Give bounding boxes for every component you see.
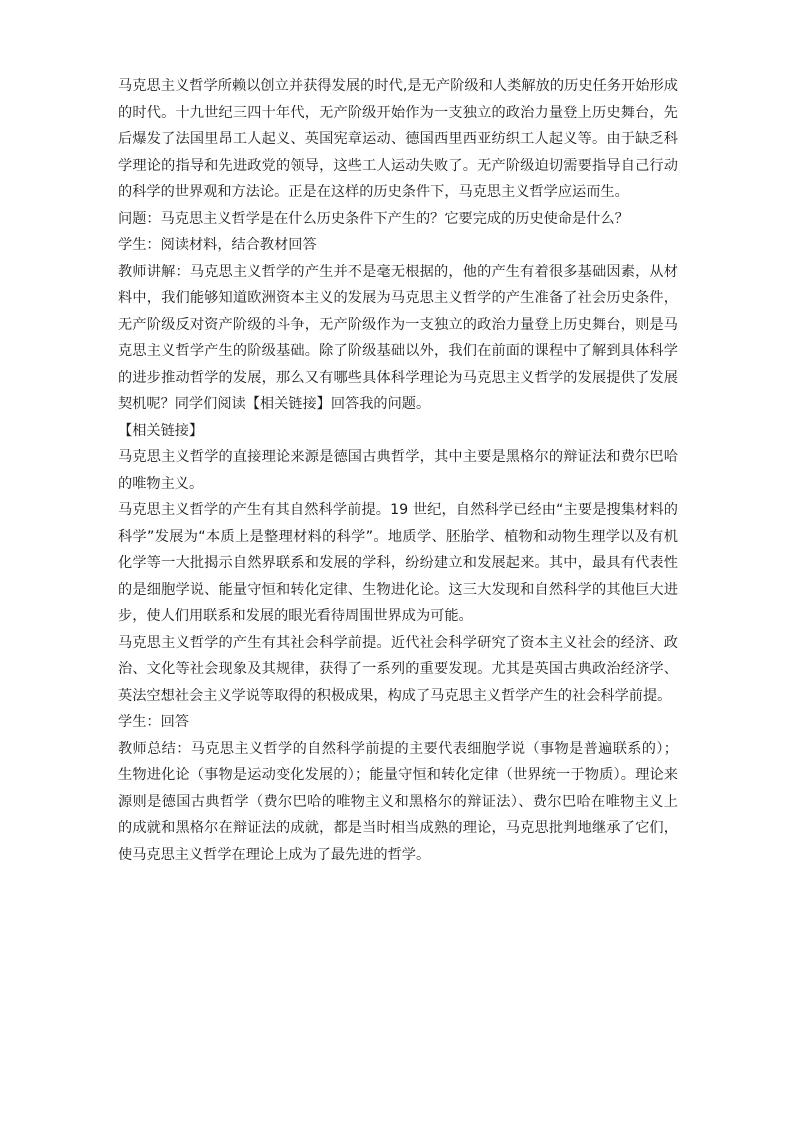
paragraph-social-science: 马克思主义哲学的产生有其社会科学前提。近代社会科学研究了资本主义社会的经济、政治、文化等社会现象及其规律，获得了一系列的重要发现。尤其是英国古典政治经济学、英法空想社会主义学说等取得的积极成果，构成了马克思主义哲学产生的社会科学前提。 — [118, 634, 678, 704]
paragraph-student-reading: 学生：阅读材料，结合教材回答 — [118, 237, 317, 253]
document-body — [118, 73, 678, 868]
paragraph-natural-science: 马克思主义哲学的产生有其自然科学前提。19 世纪，自然科学已经由“主要是搜集材料的科学”发展为“本质上是整理材料的科学”。地质学、胚胎学、植物和动物生理学以及有机化学等一大批揭示自然界联系和发展的学科，纷纷建立和发展起来。其中，最具有代表性的是细胞学说、能量守恒和转化定律、生物进化论。这三大发现和自然科学的其他巨大进步，使人们用联系和发展的眼光看待周围世界成为可能。 — [118, 502, 678, 624]
paragraph-teacher-summary: 教师总结：马克思主义哲学的自然科学前提的主要代表细胞学说（事物是普遍联系的）；生物进化论（事物是运动变化发展的）；能量守恒和转化定律（世界统一于物质）。理论来源则是德国古典哲学（费尔巴哈的唯物主义和黑格尔的辩证法）、费尔巴哈在唯物主义上的成就和黑格尔在辩证法的成就，都是当时相当成熟的理论，马克思批判地继承了它们，使马克思主义哲学在理论上成为了最先进的哲学。 — [118, 740, 678, 863]
paragraph-historical-background: 马克思主义哲学所赖以创立并获得发展的时代,是无产阶级和人类解放的历史任务开始形成的时代。十九世纪三四十年代，无产阶级开始作为一支独立的政治力量登上历史舞台，先后爆发了法国里昂工人起义、英国宪章运动、德国西里西亚纺织工人起义等。由于缺乏科学理论的指导和先进政党的领导，这些工人运动失败了。无产阶级迫切需要指导自己行动的科学的世界观和方法论。正是在这样的历史条件下，马克思主义哲学应运而生。 — [118, 78, 678, 200]
related-links-heading: 【相关链接】 — [118, 422, 204, 439]
paragraph-theory-source: 马克思主义哲学的直接理论来源是德国古典哲学，其中主要是黑格尔的辩证法和费尔巴哈的唯物主义。 — [118, 449, 678, 492]
paragraph-question: 问题：马克思主义哲学是在什么历史条件下产生的？它要完成的历史使命是什么？ — [118, 210, 629, 227]
paragraph-student-answer: 学生：回答 — [118, 714, 189, 730]
paragraph-teacher-explanation: 教师讲解：马克思主义哲学的产生并不是毫无根据的，他的产生有着很多基础因素，从材料中，我们能够知道欧洲资本主义的发展为马克思主义哲学的产生准备了社会历史条件，无产阶级反对资产阶级的斗争，无产阶级作为一支独立的政治力量登上历史舞台，则是马克思主义哲学产生的阶级基础。除了阶级基础以外，我们在前面的课程中了解到具体科学的进步推动哲学的发展，那么又有哪些具体科学理论为马克思主义哲学的发展提供了发展契机呢？同学们阅读【相关链接】回答我的问题。 — [118, 263, 678, 412]
